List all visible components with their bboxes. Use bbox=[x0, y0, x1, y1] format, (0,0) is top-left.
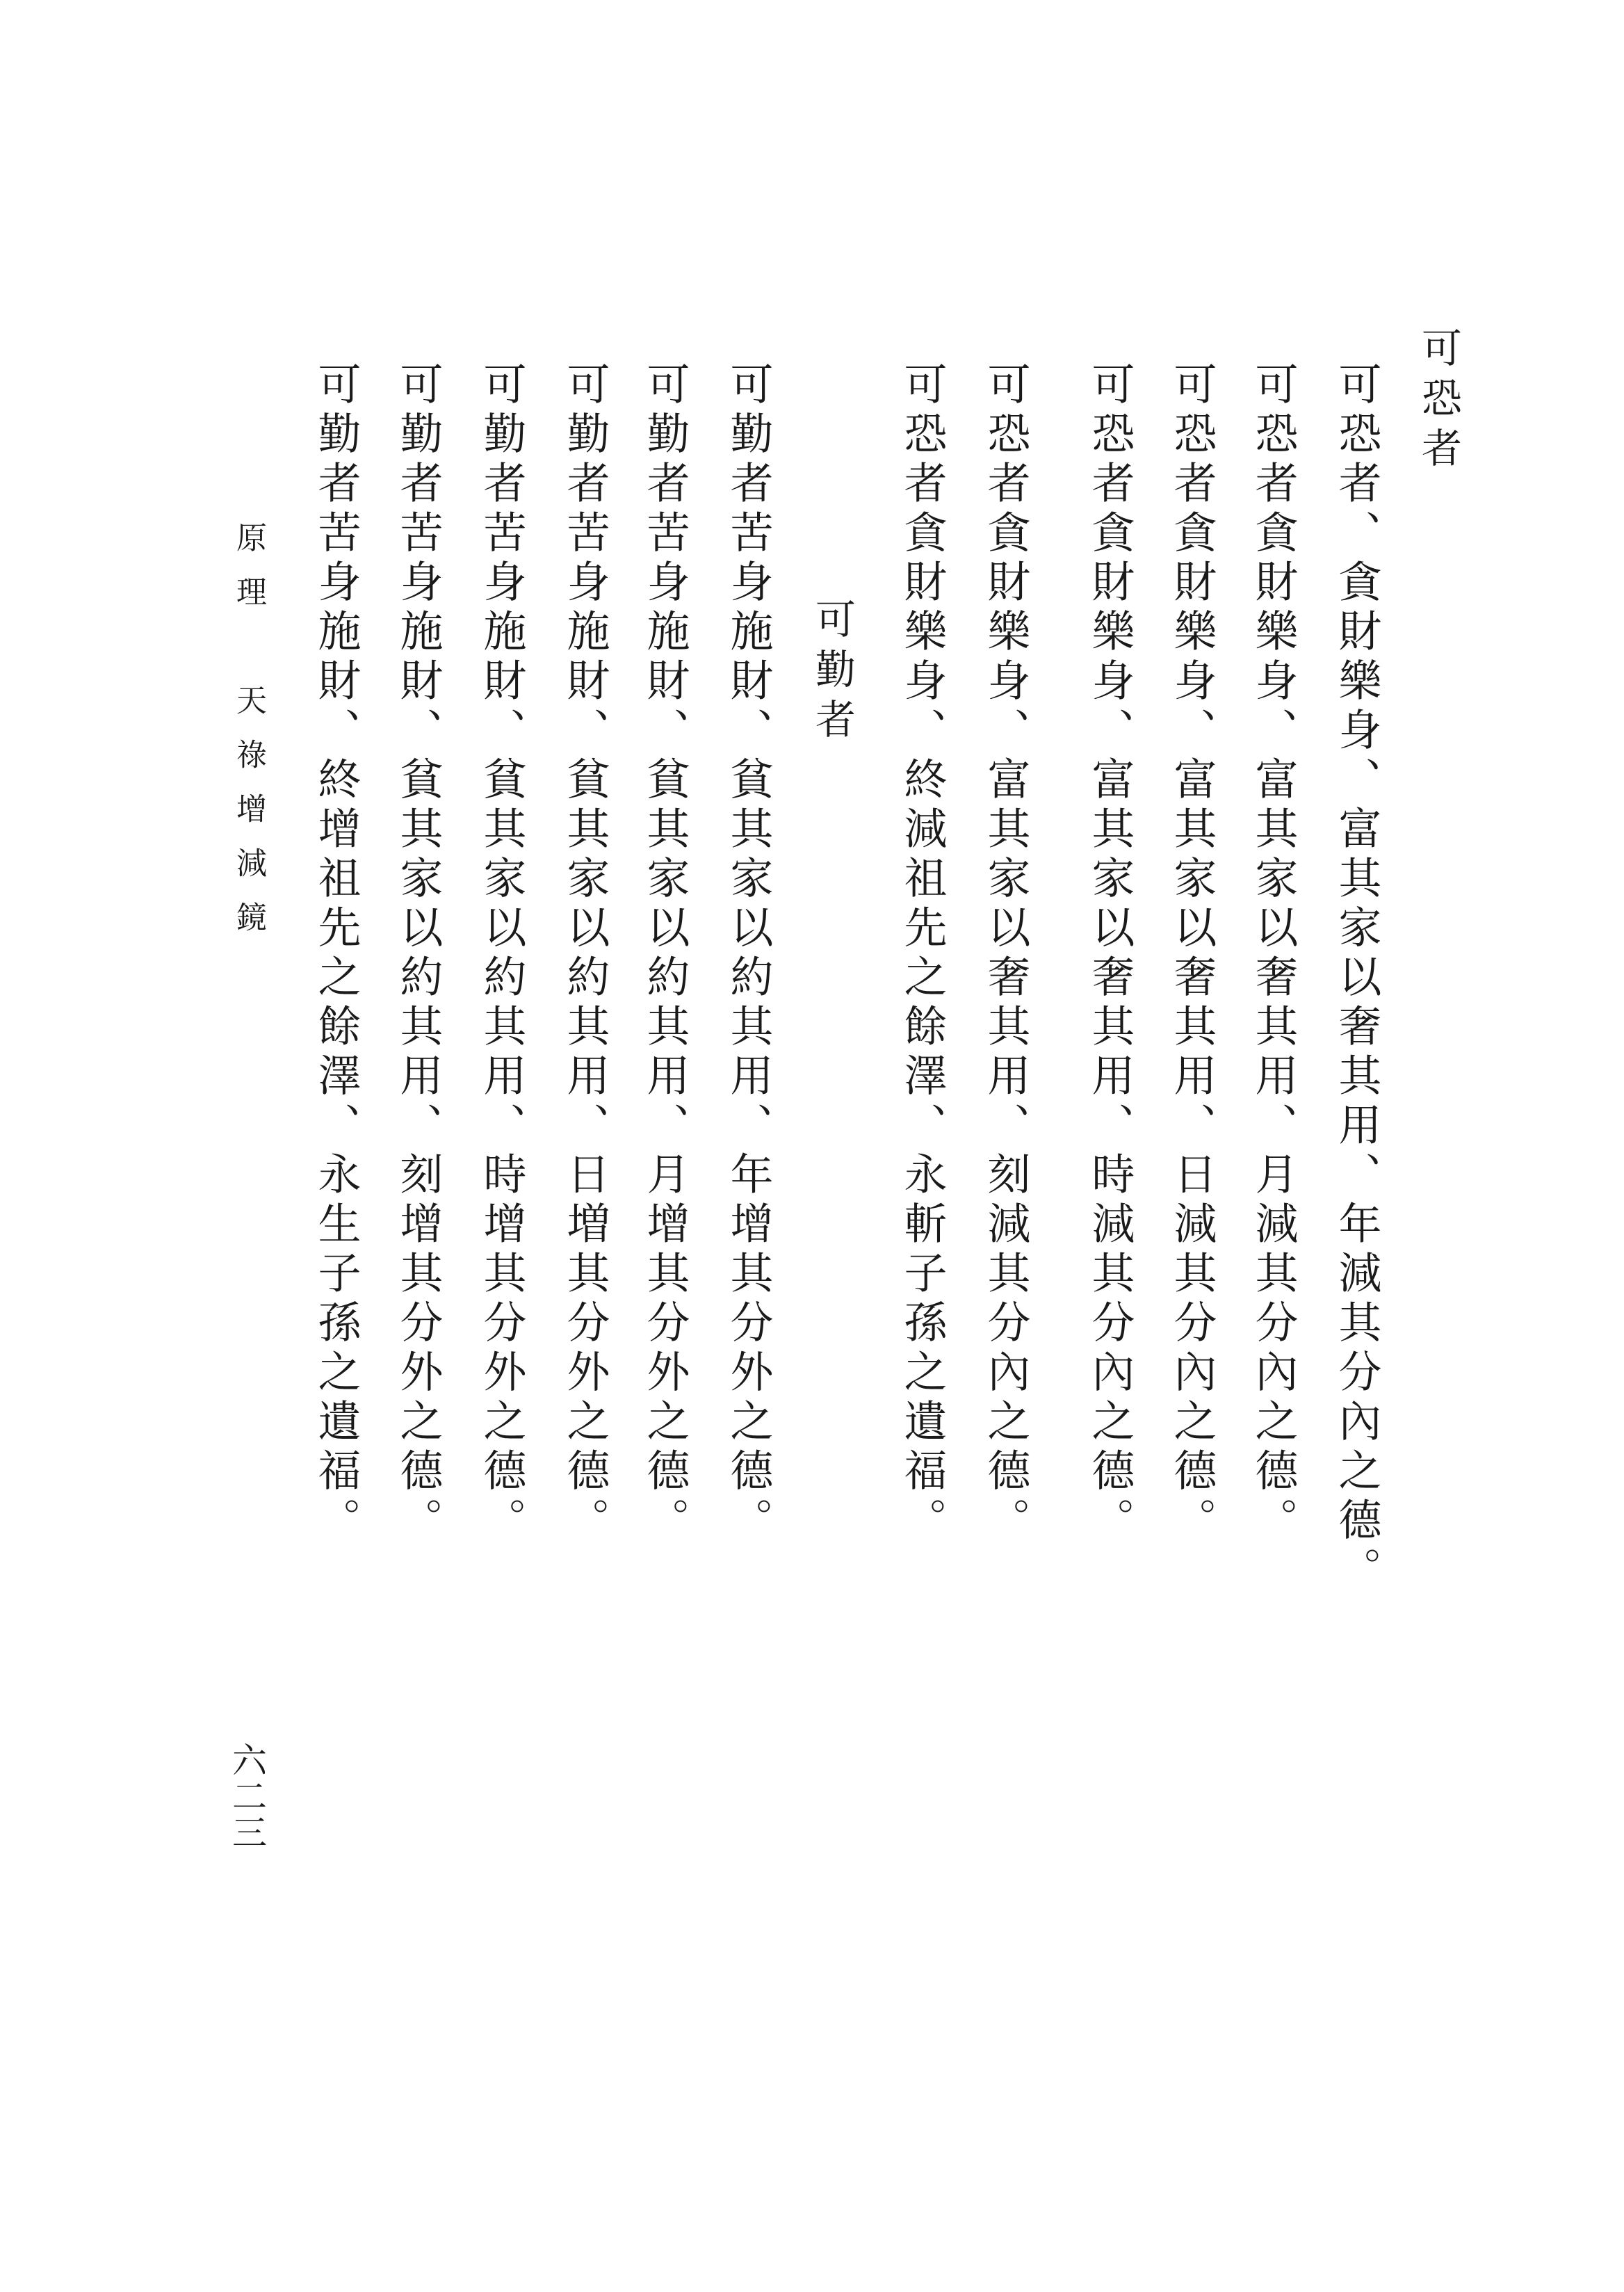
text-line: 可勤者苦身施財、貧其家以約其用、月增其分外之德。 bbox=[640, 362, 690, 1547]
text-line: 可勤者苦身施財、貧其家以約其用、刻增其分外之德。 bbox=[393, 362, 444, 1547]
text-line: 可恐者、貪財樂身、富其家以奢其用、年減其分內之德。 bbox=[1331, 362, 1382, 1596]
section-heading-fear: 可恐者 bbox=[1415, 327, 1462, 477]
running-title: 原理 天祿增減鏡 bbox=[231, 522, 266, 955]
text-line: 可勤者苦身施財、終增祖先之餘澤、永生子孫之遺福。 bbox=[311, 362, 362, 1547]
text-line: 可勤者苦身施財、貧其家以約其用、年增其分外之德。 bbox=[723, 362, 774, 1547]
text-line: 可恐者貪財樂身、終減祖先之餘澤、永斬子孫之遺福。 bbox=[897, 362, 948, 1547]
text-line: 可恐者貪財樂身、富其家以奢其用、刻減其分內之德。 bbox=[980, 362, 1031, 1547]
text-line: 可勤者苦身施財、貧其家以約其用、時增其分外之德。 bbox=[476, 362, 527, 1547]
text-line: 可恐者貪財樂身、富其家以奢其用、月減其分內之德。 bbox=[1248, 362, 1299, 1547]
page-number: 六二三 bbox=[227, 1742, 267, 1850]
text-line: 可恐者貪財樂身、富其家以奢其用、時減其分內之德。 bbox=[1085, 362, 1135, 1547]
text-line: 可恐者貪財樂身、富其家以奢其用、日減其分內之德。 bbox=[1167, 362, 1217, 1547]
section-heading-diligence: 可勤者 bbox=[809, 598, 856, 748]
text-line: 可勤者苦身施財、貧其家以約其用、日増其分外之德。 bbox=[560, 362, 610, 1547]
